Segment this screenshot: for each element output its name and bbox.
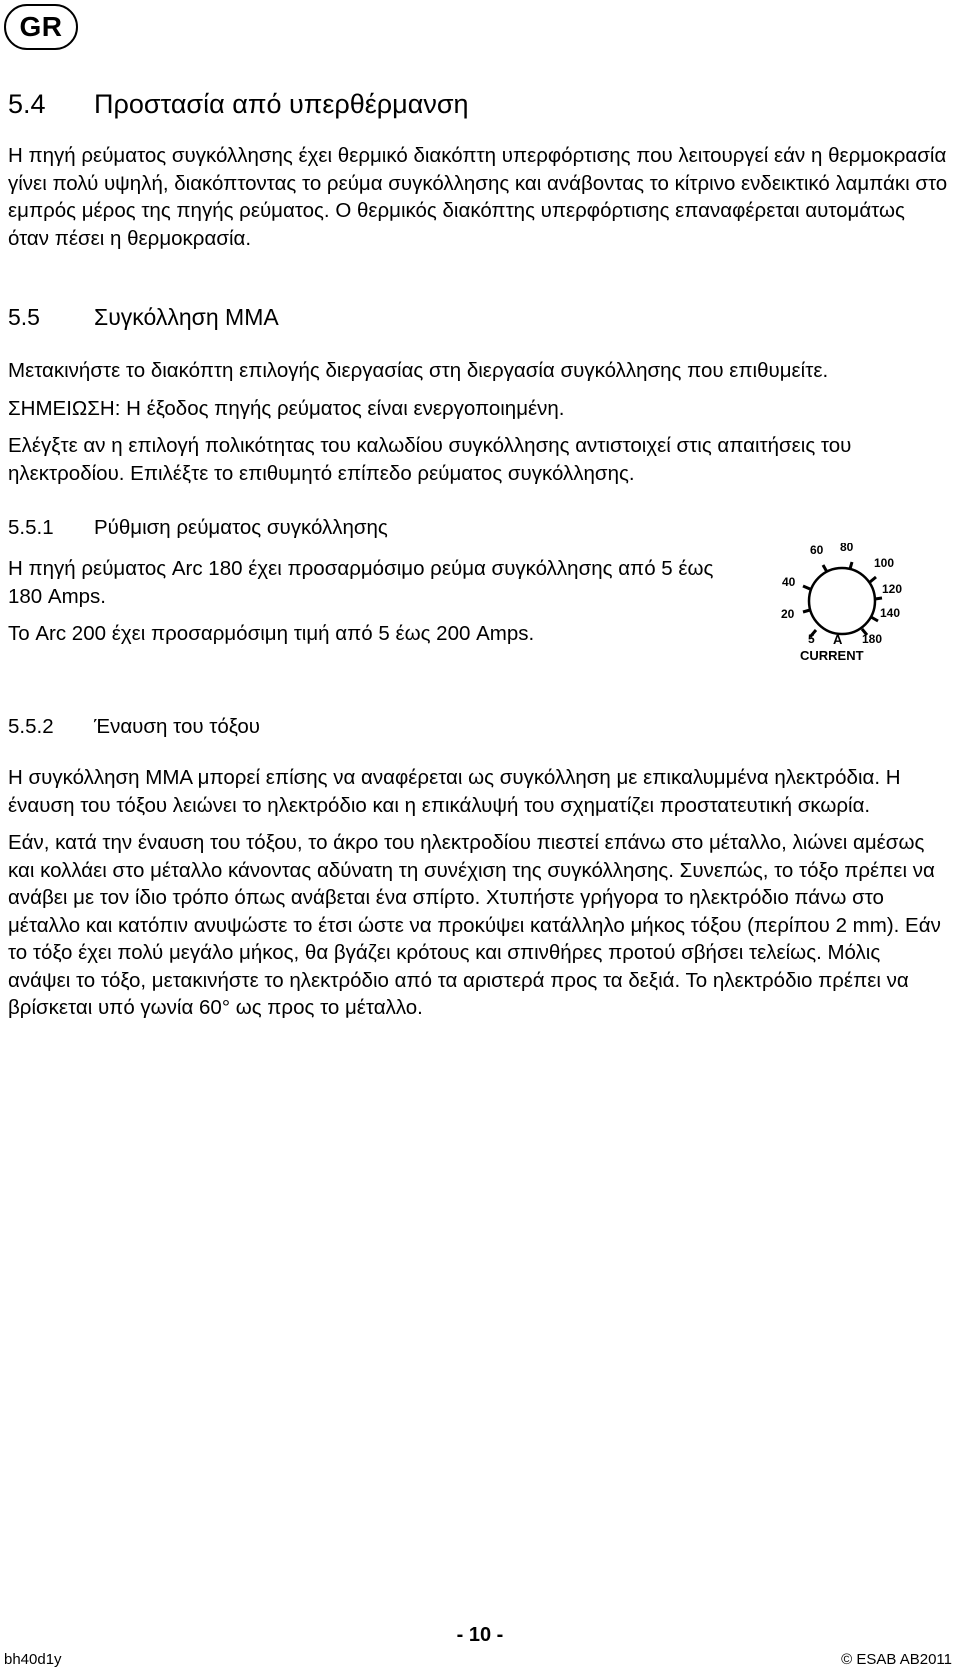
- dial-label-20: 20: [781, 607, 795, 621]
- section-number: 5.5: [8, 303, 40, 330]
- dial-label-180: 180: [862, 632, 883, 646]
- dial-label-5: 5: [808, 632, 815, 646]
- paragraph: Εάν, κατά την έναυση του τόξου, το άκρο του ηλεκτροδίου πιεστεί επάνω στο μέταλλο, λιώνει αμέσως και κολλάει στο μέταλλο κάνοντας αδύνατη τη συνέχιση της συγκόλλησης. Συνεπώς, το τόξο πρέπει να ανάβει με τον ίδιο τρόπο όπως ανάβεται ένα σπίρτο. Χτυπήστε γρήγορα το ηλεκτρόδιο πάνω στο μέταλλο και κατόπιν ανυψώστε το έτσι ώστε να προκύψει κατάλληλο μήκος τόξου (περίπου 2 mm). Εάν το τόξο έχει πολύ μεγάλο μήκος, θα βγάζει κρότους και σπινθήρες προτού σβήσει τελείως. Μόλις ανάψει το τόξο, μετακινήστε το ηλεκτρόδιο από τα αριστερά προς τα δεξιά. Το ηλεκτρόδιο πρέπει να βρίσκεται υπό γωνία 60° ως προς το μέταλλο.: [8, 831, 941, 1019]
- section-number: 5.5.2: [8, 715, 54, 738]
- dial-label-40: 40: [782, 575, 796, 589]
- paragraph: Το Arc 200 έχει προσαρμόσιμη τιμή από 5 έως 200 Amps.: [8, 622, 535, 645]
- section-title: Έναυση του τόξου: [94, 715, 260, 738]
- dial-label-60: 60: [810, 543, 824, 557]
- section-heading-5-5-1: [8, 513, 948, 543]
- page-number: - 10 -: [456, 1624, 504, 1646]
- current-setting-text: [8, 555, 728, 648]
- document-body: [8, 84, 948, 1022]
- paragraph: Μετακινήστε το διακόπτη επιλογής διεργασίας στη διεργασία συγκόλλησης που επιθυμείτε.: [8, 359, 829, 382]
- paragraph: Η πηγή ρεύματος Arc 180 έχει προσαρμόσιμο ρεύμα συγκόλλησης από 5 έως 180 Amps.: [8, 557, 714, 608]
- dial-knob: [809, 568, 875, 634]
- page-footer: [0, 1620, 960, 1670]
- paragraph: Ελέγξτε αν η επιλογή πολικότητας του καλωδίου συγκόλλησης αντιστοιχεί στις απαιτήσεις του ηλεκτροδίου. Επιλέξτε το επιθυμητό επίπεδο ρεύματος συγκόλλησης.: [8, 434, 852, 485]
- copyright: © ESAB AB2011: [841, 1651, 952, 1668]
- paragraph: Η πηγή ρεύματος συγκόλλησης έχει θερμικό διακόπτη υπερφόρτισης που λειτουργεί εάν η θερμοκρασία γίνει πολύ υψηλή, διακόπτοντας το ρεύμα συγκόλλησης και ανάβοντας το κίτρινο ενδεικτικό λαμπάκι στο εμπρός μέρος της πηγής ρεύματος. Ο θερμικός διακόπτης υπερφόρτισης επαναφέρεται αυτομάτως όταν πέσει η θερμοκρασία.: [8, 144, 948, 250]
- section-title: Συγκόλληση MMA: [94, 303, 279, 330]
- section-heading-5-5: [8, 299, 948, 335]
- section-number: 5.5.1: [8, 516, 54, 539]
- dial-caption: CURRENT: [800, 648, 864, 663]
- section-heading-5-4: [8, 84, 948, 124]
- current-setting-row: [8, 543, 948, 683]
- current-dial-illustration: [770, 543, 940, 683]
- dial-label-80: 80: [840, 543, 854, 554]
- section-heading-5-5-2: [8, 712, 948, 742]
- language-badge: GR: [4, 4, 78, 50]
- section-title: Ρύθμιση ρεύματος συγκόλλησης: [94, 516, 388, 539]
- dial-label-140: 140: [880, 606, 901, 620]
- dial-label-120: 120: [882, 582, 903, 596]
- section-number: 5.4: [8, 88, 46, 119]
- dial-label-100: 100: [874, 556, 895, 570]
- paragraph: Η συγκόλληση MMA μπορεί επίσης να αναφέρεται ως συγκόλληση με επικαλυμμένα ηλεκτρόδια. Η έναυση του τόξου λειώνει το ηλεκτρόδιο και η επικάλυψή του σχηματίζει προστατευτική σκωρία.: [8, 766, 901, 817]
- section-title: Προστασία από υπερθέρμανση: [94, 88, 469, 119]
- note-paragraph: ΣΗΜΕΙΩΣΗ: Η έξοδος πηγής ρεύματος είναι ενεργοποιημένη.: [8, 396, 565, 420]
- document-code: bh40d1y: [4, 1651, 62, 1668]
- dial-unit: A: [833, 632, 843, 647]
